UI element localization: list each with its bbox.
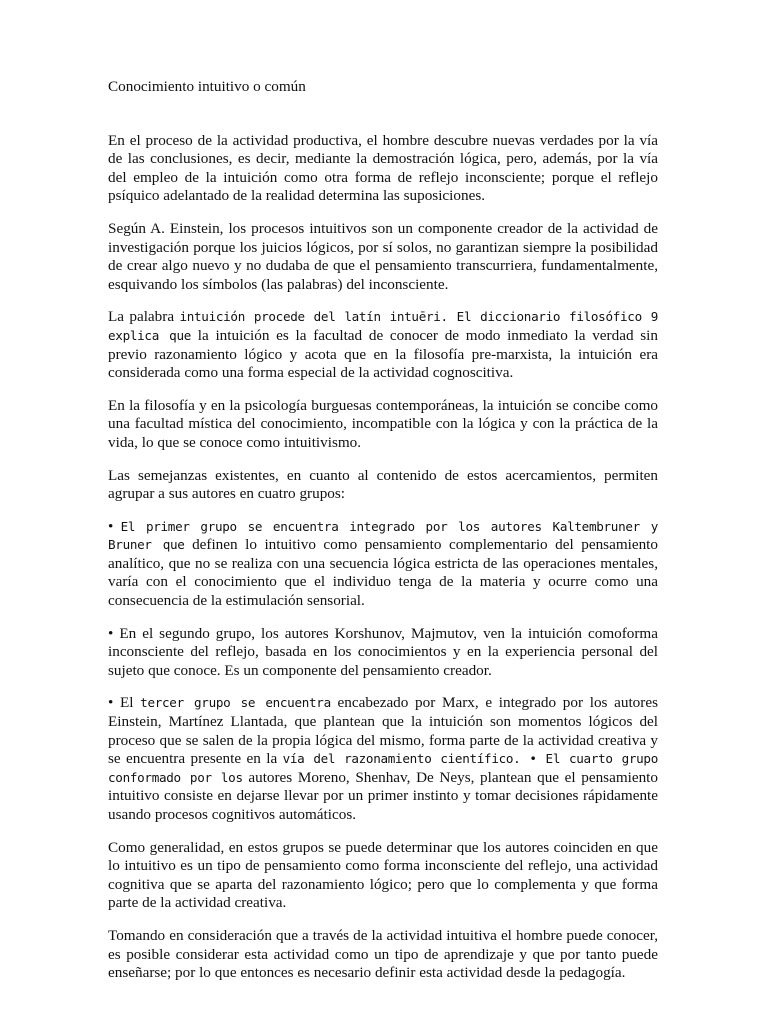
- paragraph-8-part-c: encabezado por Marx, e integrado por los autores Einstein, Martínez Llantada, que plantean que la intuición son momentos lógicos del proceso que se salen de la propia lógica del mismo, forma parte de la actividad creativa y se encuentra presente en la: [108, 694, 658, 768]
- paragraph-8-part-d: vía del razonamiento científico. • El cuarto grupo conformado por los: [108, 751, 658, 785]
- paragraph-8-part-e: autores Moreno, Shenhav, De Neys, plantean que el pensamiento intuitivo consiste en dejarse llevar por un primer instinto y tomar decisiones rápidamente usando procesos cognitivos automáticos.: [108, 768, 658, 823]
- document-page: [108, 78, 658, 997]
- paragraph-3-part-a: La palabra: [108, 308, 180, 326]
- paragraph-8: [108, 694, 658, 824]
- paragraph-5: Las semejanzas existentes, en cuanto al contenido de estos acercamientos, permiten agrupar a sus autores en cuatro grupos:: [108, 466, 658, 503]
- paragraph-1: En el proceso de la actividad productiva, el hombre descubre nuevas verdades por la vía de las conclusiones, es decir, mediante la demostración lógica, pero, además, por la vía del empleo de la intuición como otra forma de reflejo inconsciente; porque el reflejo psíquico adelantado de la realidad determina las suposiciones.: [108, 131, 658, 205]
- paragraph-10: Tomando en consideración que a través de la actividad intuitiva el hombre puede conocer, es posible considerar esta actividad como un tipo de aprendizaje y que por tanto puede enseñarse; por lo que entonces es necesario definir esta actividad desde la pedagogía.: [108, 926, 658, 982]
- paragraph-2: Según A. Einstein, los procesos intuitivos son un componente creador de la actividad de investigación porque los juicios lógicos, por sí solos, no garantizan siempre la posibilidad de crear algo nuevo y no dudaba de que el pensamiento transcurriera, fundamentalmente, esquivando los símbolos (las palabras) del inconsciente.: [108, 219, 658, 293]
- paragraph-4: En la filosofía y en la psicología burguesas contemporáneas, la intuición se concibe como una facultad mística del conocimiento, incompatible con la lógica y con la práctica de la vida, lo que se conoce como intuitivismo.: [108, 396, 658, 451]
- paragraph-8-part-b: tercer grupo se encuentra: [140, 695, 331, 711]
- paragraph-6-part-a: •: [108, 517, 121, 535]
- paragraph-7: • En el segundo grupo, los autores Korshunov, Majmutov, ven la intuición comoforma inconsciente del reflejo, basada en los conocimientos y en la experiencia personal del sujeto que conoce. Es un componente del pensamiento creador.: [108, 624, 658, 679]
- paragraph-3-part-b: intuición procede del latín intuēri. El diccionario filosófico 9 explica que: [108, 309, 658, 343]
- paragraph-3: [108, 308, 658, 382]
- paragraph-6-part-c: definen lo intuitivo como pensamiento complementario del pensamiento analítico, que no se realiza con una secuencia lógica estricta de las operaciones mentales, varía con el conocimiento que el individuo tenga de la materia y ocurre como una consecuencia de la estimulación sensorial.: [108, 536, 658, 610]
- paragraph-3-part-c: la intuición es la facultad de conocer de modo inmediato la verdad sin previo razonamiento lógico y acota que en la filosofía pre-marxista, la intuición era considerada como una forma especial de la actividad cognoscitiva.: [108, 326, 658, 382]
- paragraph-8-part-a: • El: [108, 694, 141, 712]
- document-title: Conocimiento intuitivo o común: [108, 78, 306, 95]
- paragraph-9: Como generalidad, en estos grupos se puede determinar que los autores coinciden en que lo intuitivo es un tipo de pensamiento como forma inconsciente del reflejo, una actividad cognitiva que se aparta del razonamiento lógico; pero que lo complementa y que forma parte de la actividad creativa.: [108, 838, 658, 912]
- paragraph-6-part-b: El primer grupo se encuentra integrado por los autores Kaltembruner y Bruner que: [108, 518, 658, 553]
- paragraph-6: [108, 518, 658, 611]
